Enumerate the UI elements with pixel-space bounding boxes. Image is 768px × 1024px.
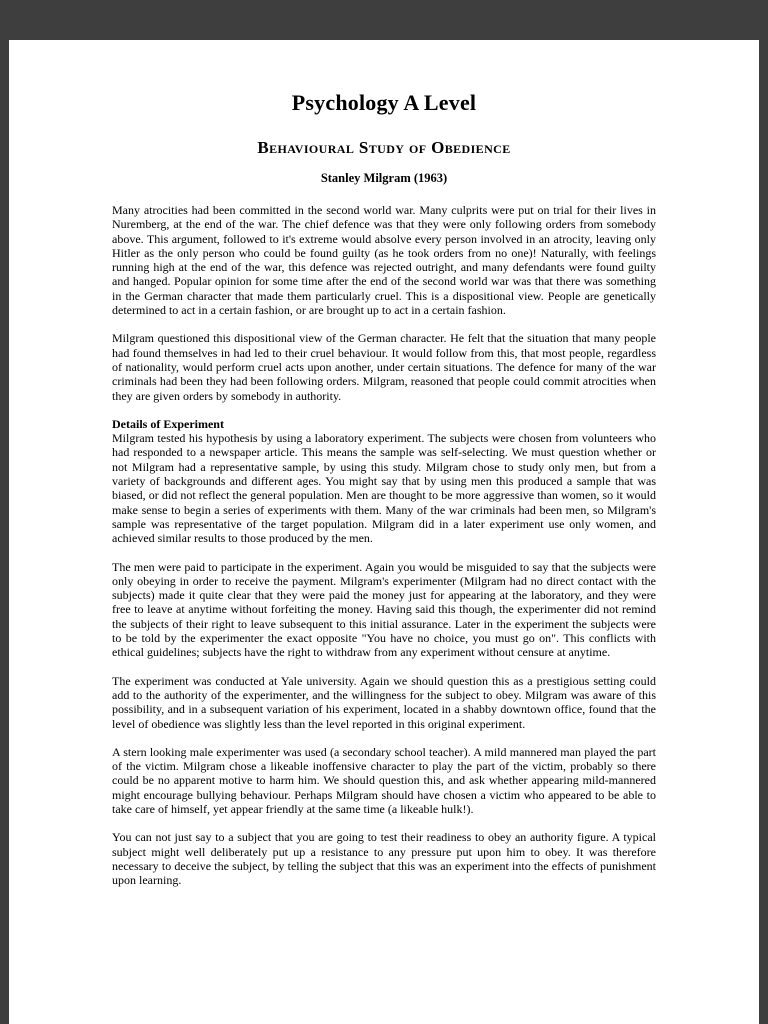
paragraph-milgram-dispositional-view: Milgram questioned this dispositional view of the German character. He felt that the situation that many people had found themselves in had led to their cruel behaviour. It would follow from this, that most people, regardless of nationality, would perform cruel acts upon another, under certain situations. The defence for many of the war criminals had been they had been following orders. Milgram, reasoned that people could commit atrocities when they are given orders by somebody in authority. [112,331,656,403]
paragraph-yale-setting: The experiment was conducted at Yale university. Again we should question this as a prestigious setting could add to the authority of the experimenter, and the willingness for the subject to obey. Milgram was aware of this possibility, and in a subsequent variation of his experiment, located in a shabby downtown office, found that the level of obedience was slightly less than the level reported in this original experiment. [112,673,656,731]
document-subtitle: Behavioural Study of Obedience [257,138,511,157]
paragraph-payment-ethics: The men were paid to participate in the experiment. Again you would be misguided to say that the subjects were only obeying in order to receive the payment. Milgram's experimenter (Milgram had no direct contact with the subjects) made it quite clear that they were paid the money just for appearing at the laboratory, and they were free to leave at anytime without forfeiting the money. Having said this though, the experimenter did not remind the subjects of their right to leave subsequent to this initial assurance. Later in the experiment the subjects were to be told by the experimenter the exact opposite "You have no choice, you must go on". This conflicts with ethical guidelines; subjects have the right to withdraw from any experiment without censure at anytime. [112,559,656,660]
paragraph-deception: You can not just say to a subject that you are going to test their readiness to obey an authority figure. A typical subject might well deliberately put up a resistance to any pressure put upon him to obey. It was therefore necessary to deceive the subject, by telling the subject that this was an experiment into the effects of punishment upon learning. [112,830,656,888]
document-page [9,40,759,1024]
paragraph-experimenter-victim: A stern looking male experimenter was used (a secondary school teacher). A mild mannered man played the part of the victim. Milgram chose a likeable inoffensive character to play the part of the victim, probably so there could be no apparent motive to harm him. We should question this, and ask whether appearing mild-mannered might encourage bullying behaviour. Perhaps Milgram should have chosen a victim who appeared to be able to take care of himself, yet appear friendly at the same time (a likeable hulk!). [112,744,656,816]
paragraph-intro-war-defence: Many atrocities had been committed in the second world war. Many culprits were put on trial for their lives in Nuremberg, at the end of the war. The chief defence was that they were only following orders from somebody above. This argument, followed to it's extreme would absolve every person involved in an atrocity, leaving only Hitler as the only person who could be found guilty (as he took orders from no one)! Naturally, with feelings running high at the end of the war, this defence was rejected outright, and many defendants were found guilty and hanged. Popular opinion for some time after the end of the second world war was that there was something in the German character that made them particularly cruel. This is a dispositional view. People are genetically determined to act in a certain fashion, or are brought up to act in a certain fashion. [112,203,656,318]
document-title: Psychology A Level [291,90,477,115]
section-heading: Details of Experiment [112,416,224,431]
paragraph-sample-selection: Milgram tested his hypothesis by using a laboratory experiment. The subjects were chosen from volunteers who had responded to a newspaper article. This means the sample was self-selecting. We must question whether or not Milgram had a representative sample, by using this study. Milgram chose to study only men, but from a variety of backgrounds and different ages. You might say that by using men this produced a sample that was biased, or did not reflect the general population. Men are thought to be more aggressive than women, so it would make sense to begin a series of experiments with them. Many of the war criminals had been men, so Milgram's sample was representative of the target population. Milgram did in a later experiment use only women, and achieved similar results to those produced by the men. [112,431,656,546]
document-byline: Stanley Milgram (1963) [320,171,448,185]
section-details-of-experiment [112,417,656,546]
